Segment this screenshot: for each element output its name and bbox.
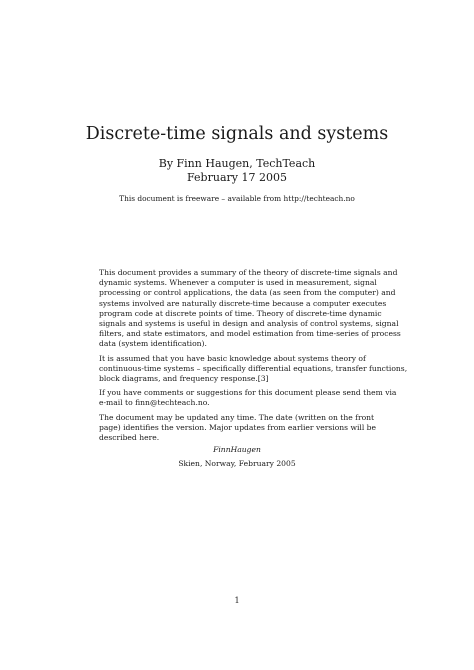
text-line: data (system identification). [99, 339, 207, 349]
abstract-paragraph-feedback [99, 388, 397, 408]
signature-name: FinnHaugen [213, 445, 261, 454]
text-line: It is assumed that you have basic knowledge about systems theory of [99, 353, 366, 363]
author-line: By Finn Haugen, TechTeach [158, 157, 316, 170]
text-line: systems involved are naturally discrete-time because a computer executes [99, 298, 387, 308]
text-line: dynamic systems. Whenever a computer is used in measurement, signal [99, 278, 377, 288]
page-title: Discrete-time signals and systems [85, 124, 389, 144]
date-line: February 17 2005 [187, 171, 287, 184]
text-line: filters, and state estimators, and model estimation from time-series of process [99, 329, 401, 339]
abstract-paragraph-summary [99, 268, 401, 350]
text-line: page) identifies the version. Major updates from earlier versions will be [99, 422, 377, 432]
text-line: The document may be updated any time. The date (written on the front [99, 412, 375, 422]
text-line: continuous-time systems – specifically differential equations, transfer functions, [99, 363, 408, 373]
text-line: block diagrams, and frequency response.[3] [99, 374, 269, 384]
text-line: If you have comments or suggestions for this document please send them via [99, 388, 397, 398]
signature-place-date: Skien, Norway, February 2005 [178, 459, 296, 468]
text-line: described here. [99, 433, 160, 443]
text-line: signals and systems is useful in design and analysis of control systems, signal [99, 319, 399, 329]
text-line: program code at discrete points of time. Theory of discrete-time dynamic [99, 308, 382, 318]
freeware-note: This document is freeware – available from http://techteach.no [119, 194, 355, 203]
text-line: processing or control applications, the data (as seen from the computer) and [99, 288, 396, 298]
text-line: This document provides a summary of the theory of discrete-time signals and [99, 268, 398, 277]
abstract-paragraph-updates [99, 413, 381, 444]
text-line: e-mail to finn@techteach.no. [99, 398, 210, 408]
abstract-paragraph-prerequisites [99, 353, 408, 385]
abstract [99, 268, 408, 447]
page-number: 1 [234, 596, 240, 605]
